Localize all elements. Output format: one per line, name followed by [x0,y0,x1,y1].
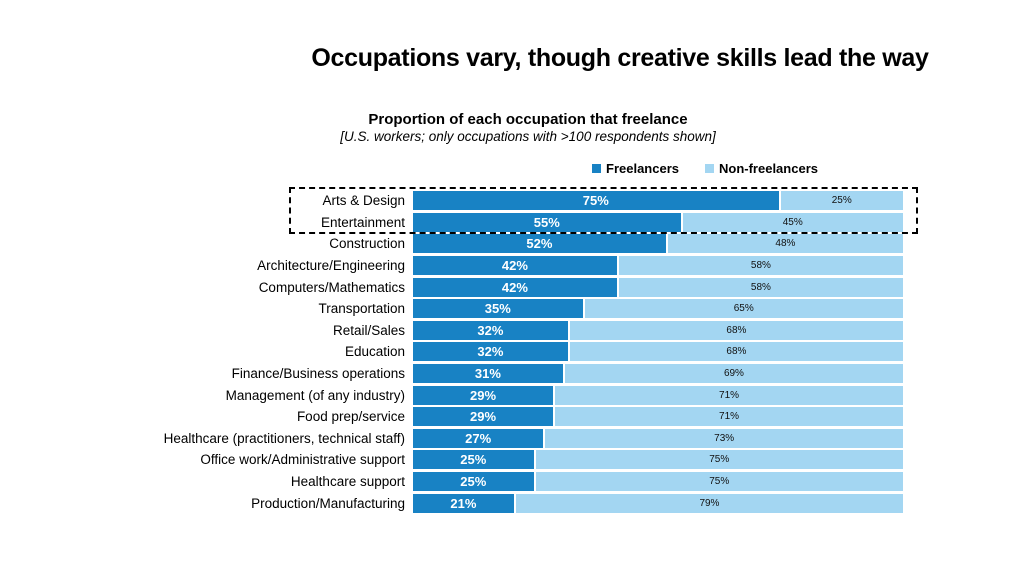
freelancer-segment [413,364,565,383]
non-freelancer-value-label: 79% [699,497,720,509]
freelancer-segment [413,234,668,253]
freelancer-value-label: 32% [477,322,504,338]
bar-area [413,256,903,275]
non-freelancer-value-label: 68% [726,324,747,336]
occupation-label: Entertainment [320,214,405,230]
non-freelancer-value-label: 75% [709,476,730,488]
freelancer-value-label: 42% [501,279,528,295]
occupation-row [0,406,903,428]
occupation-label: Management (of any industry) [225,387,405,403]
occupation-label: Production/Manufacturing [251,495,405,511]
freelancer-value-label: 25% [460,474,487,490]
legend-item-non-freelancers [705,161,818,176]
non-freelancer-segment [565,364,903,383]
non-freelancer-value-label: 58% [750,260,771,272]
non-freelancer-value-label: 71% [719,389,740,401]
stacked-bar-chart [0,190,903,514]
freelancer-value-label: 55% [533,214,560,230]
non-freelancer-segment [555,386,903,405]
freelancer-value-label: 29% [470,409,497,425]
occupation-row [0,341,903,363]
occupation-label: Finance/Business operations [231,366,405,382]
freelancer-segment [413,278,619,297]
occupation-label: Arts & Design [322,193,405,209]
occupation-row [0,190,903,212]
freelancer-value-label: 52% [526,236,553,252]
non-freelancer-value-label: 58% [750,281,771,293]
non-freelancer-segment [545,429,903,448]
chart-subtitle: Proportion of each occupation that freelance [368,111,688,128]
bar-area [413,342,903,361]
bar-area [413,494,903,513]
occupation-row [0,298,903,320]
bar-area [413,278,903,297]
non-freelancer-segment [585,299,904,318]
occupation-label: Computers/Mathematics [258,279,405,295]
occupation-label: Food prep/service [296,409,405,425]
freelancer-value-label: 21% [450,495,477,511]
non-freelancer-value-label: 68% [726,346,747,358]
freelancer-value-label: 27% [465,430,492,446]
occupation-row [0,449,903,471]
occupation-label: Healthcare support [290,474,405,490]
bar-area [413,364,903,383]
bar-area [413,191,903,210]
freelancer-value-label: 42% [501,258,528,274]
non-freelancer-value-label: 75% [709,454,730,466]
freelancer-value-label: 75% [582,193,609,209]
bar-area [413,299,903,318]
freelancer-segment [413,407,555,426]
bar-area [413,429,903,448]
freelancer-value-label: 25% [460,452,487,468]
occupation-row [0,492,903,514]
non-freelancer-segment [536,450,904,469]
non-freelancer-segment [619,256,903,275]
non-freelancer-value-label: 45% [782,216,803,228]
occupation-label: Construction [329,236,405,252]
non-freelancer-segment [570,321,903,340]
freelancer-segment [413,213,683,232]
freelancer-segment [413,450,536,469]
freelancer-segment [413,342,570,361]
freelancer-segment [413,299,585,318]
chart-note: [U.S. workers; only occupations with >100 respondents shown] [340,129,716,144]
occupation-row [0,471,903,493]
occupation-row [0,320,903,342]
freelancer-value-label: 35% [484,301,511,317]
freelancer-value-label: 29% [470,387,497,403]
freelancer-segment [413,386,555,405]
occupation-label: Architecture/Engineering [257,258,405,274]
bar-area [413,321,903,340]
non-freelancer-segment [536,472,904,491]
non-freelancer-value-label: 73% [714,432,735,444]
legend-label: Non-freelancers [719,161,818,176]
non-freelancer-segment [668,234,903,253]
freelancer-segment [413,256,619,275]
freelancer-segment [413,494,516,513]
legend-label: Freelancers [606,161,679,176]
non-freelancer-value-label: 65% [733,303,754,315]
occupation-row [0,255,903,277]
occupation-row [0,233,903,255]
non-freelancers-swatch-icon [705,164,714,173]
non-freelancer-segment [516,494,903,513]
occupation-label: Office work/Administrative support [200,452,405,468]
non-freelancer-segment [555,407,903,426]
freelancer-segment [413,429,545,448]
freelancer-segment [413,472,536,491]
non-freelancer-segment [683,213,904,232]
non-freelancer-segment [781,191,904,210]
occupation-row [0,384,903,406]
occupation-label: Retail/Sales [332,322,405,338]
freelancer-value-label: 31% [474,366,501,382]
non-freelancer-value-label: 71% [719,411,740,423]
freelancers-swatch-icon [592,164,601,173]
occupation-label: Education [344,344,405,360]
bar-area [413,386,903,405]
non-freelancer-value-label: 69% [723,368,744,380]
bar-area [413,450,903,469]
occupation-row [0,212,903,234]
occupation-label: Transportation [318,301,405,317]
freelancer-value-label: 32% [477,344,504,360]
bar-area [413,472,903,491]
slide-title: Occupations vary, though creative skills lead the way [311,44,929,72]
occupation-row [0,363,903,385]
non-freelancer-segment [570,342,903,361]
bar-area [413,407,903,426]
occupation-row [0,276,903,298]
legend-item-freelancers [592,161,679,176]
non-freelancer-value-label: 48% [775,238,796,250]
freelancer-segment [413,321,570,340]
freelancer-segment [413,191,781,210]
bar-area [413,213,903,232]
non-freelancer-segment [619,278,903,297]
occupation-row [0,428,903,450]
bar-area [413,234,903,253]
legend [540,161,870,176]
non-freelancer-value-label: 25% [831,195,852,207]
occupation-label: Healthcare (practitioners, technical staff) [163,430,405,446]
